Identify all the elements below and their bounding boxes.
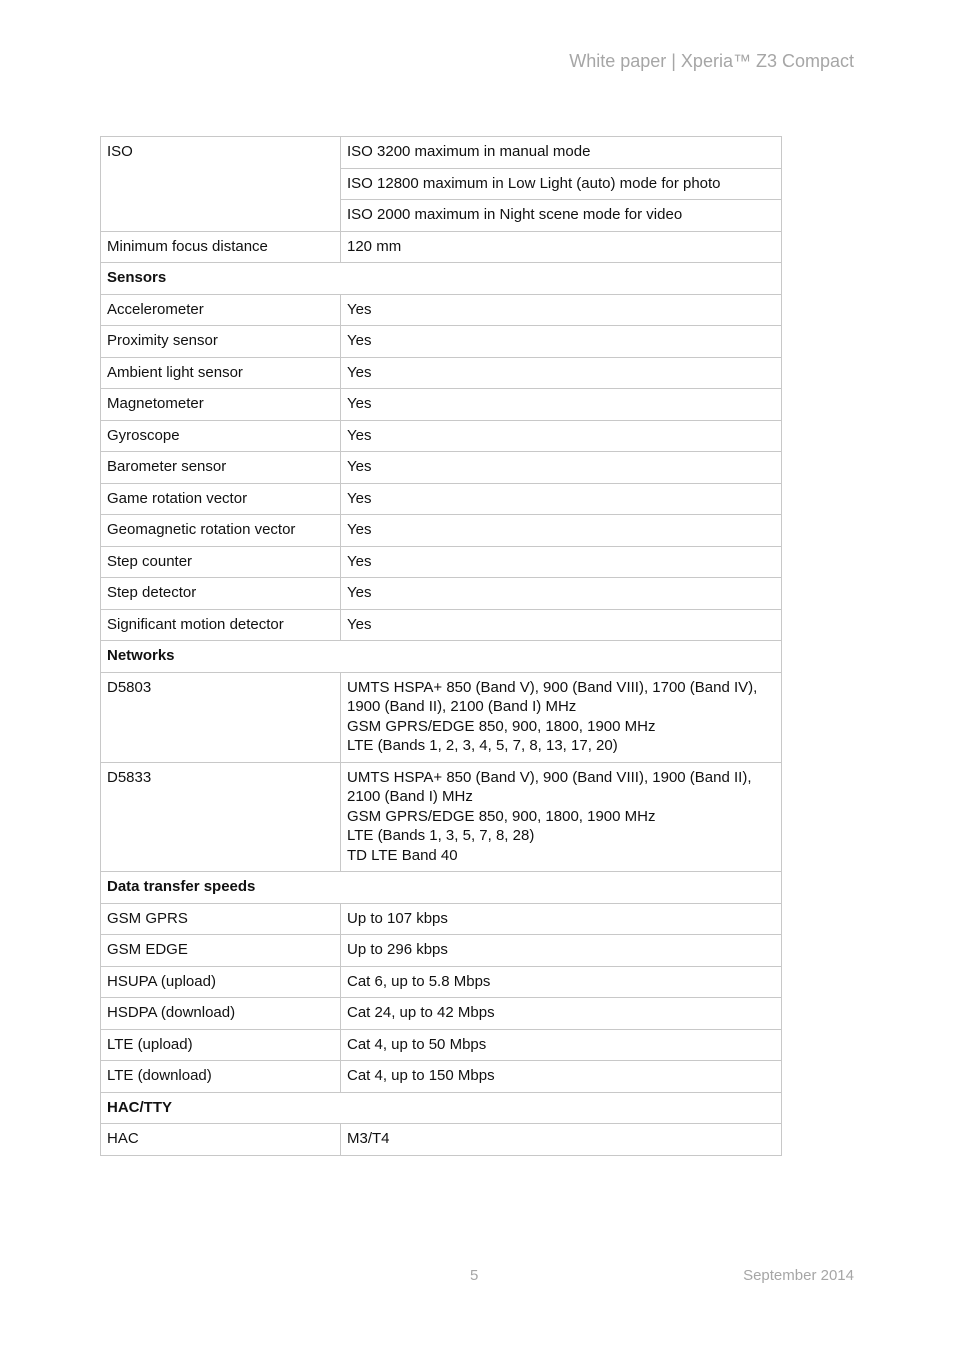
table-row bbox=[101, 935, 782, 967]
row-label: LTE (upload) bbox=[101, 1029, 341, 1061]
table-row bbox=[101, 966, 782, 998]
row-label: GSM GPRS bbox=[101, 903, 341, 935]
row-value: M3/T4 bbox=[341, 1124, 782, 1156]
row-value-line: LTE (Bands 1, 2, 3, 4, 5, 7, 8, 13, 17, 20) bbox=[347, 737, 618, 754]
table-row bbox=[101, 389, 782, 421]
row-value: Up to 296 kbps bbox=[341, 935, 782, 967]
networks-rows bbox=[101, 672, 782, 872]
section-title: HAC/TTY bbox=[101, 1092, 782, 1124]
row-label: Significant motion detector bbox=[101, 609, 341, 641]
row-value: Yes bbox=[341, 452, 782, 484]
table-row bbox=[101, 546, 782, 578]
row-label: LTE (download) bbox=[101, 1061, 341, 1093]
hac-tty-rows bbox=[101, 1124, 782, 1156]
table-row bbox=[101, 998, 782, 1030]
data-transfer-section bbox=[101, 872, 782, 904]
row-value: Cat 4, up to 50 Mbps bbox=[341, 1029, 782, 1061]
row-label: Ambient light sensor bbox=[101, 357, 341, 389]
row-value: 120 mm bbox=[341, 231, 782, 263]
row-label: Accelerometer bbox=[101, 294, 341, 326]
row-label: Minimum focus distance bbox=[101, 231, 341, 263]
row-value bbox=[341, 672, 782, 762]
networks-section bbox=[101, 641, 782, 673]
row-value-line: GSM GPRS/EDGE 850, 900, 1800, 1900 MHz bbox=[347, 807, 656, 825]
row-label: Gyroscope bbox=[101, 420, 341, 452]
section-title: Sensors bbox=[101, 263, 782, 295]
section-title: Networks bbox=[101, 641, 782, 673]
section-header-row bbox=[101, 641, 782, 673]
row-value: Yes bbox=[341, 326, 782, 358]
row-label: D5803 bbox=[101, 672, 341, 762]
row-value: Yes bbox=[341, 389, 782, 421]
page-number: 5 bbox=[470, 1267, 479, 1284]
footer-date: September 2014 bbox=[743, 1267, 854, 1284]
row-label: Game rotation vector bbox=[101, 483, 341, 515]
row-value-line: LTE (Bands 1, 3, 5, 7, 8, 28) bbox=[347, 827, 535, 844]
row-value: Up to 107 kbps bbox=[341, 903, 782, 935]
row-label: Step detector bbox=[101, 578, 341, 610]
row-value bbox=[341, 762, 782, 872]
section-header-row bbox=[101, 872, 782, 904]
section-title: Data transfer speeds bbox=[101, 872, 782, 904]
table-row bbox=[101, 609, 782, 641]
table-row bbox=[101, 294, 782, 326]
row-label: GSM EDGE bbox=[101, 935, 341, 967]
row-label: Step counter bbox=[101, 546, 341, 578]
row-value-line: UMTS HSPA+ 850 (Band V), 900 (Band VIII), 1900 (Band II), bbox=[347, 768, 752, 786]
row-value: Cat 24, up to 42 Mbps bbox=[341, 998, 782, 1030]
row-value-line: GSM GPRS/EDGE 850, 900, 1800, 1900 MHz bbox=[347, 717, 656, 735]
row-value: Yes bbox=[341, 609, 782, 641]
section-header-row bbox=[101, 263, 782, 295]
table-row bbox=[101, 578, 782, 610]
data-transfer-rows bbox=[101, 903, 782, 1092]
table-row bbox=[101, 1029, 782, 1061]
row-value-line: 2100 (Band I) MHz bbox=[347, 788, 473, 805]
sensors-section bbox=[101, 263, 782, 295]
table-row bbox=[101, 326, 782, 358]
row-value: Yes bbox=[341, 578, 782, 610]
row-label: ISO bbox=[101, 137, 341, 232]
row-value: Yes bbox=[341, 515, 782, 547]
document-header-title: White paper | Xperia™ Z3 Compact bbox=[569, 51, 854, 71]
row-value: Yes bbox=[341, 357, 782, 389]
row-label: Magnetometer bbox=[101, 389, 341, 421]
row-value: Yes bbox=[341, 294, 782, 326]
spec-table bbox=[100, 136, 782, 1156]
row-value: Cat 4, up to 150 Mbps bbox=[341, 1061, 782, 1093]
row-value: ISO 2000 maximum in Night scene mode for video bbox=[341, 200, 782, 232]
row-value: Cat 6, up to 5.8 Mbps bbox=[341, 966, 782, 998]
table-row bbox=[101, 231, 782, 263]
row-value-line: TD LTE Band 40 bbox=[347, 846, 458, 864]
row-label: HAC bbox=[101, 1124, 341, 1156]
table-row bbox=[101, 515, 782, 547]
row-label: HSDPA (download) bbox=[101, 998, 341, 1030]
row-label: Proximity sensor bbox=[101, 326, 341, 358]
row-label: D5833 bbox=[101, 762, 341, 872]
row-value: Yes bbox=[341, 546, 782, 578]
sensors-rows bbox=[101, 294, 782, 641]
row-label: Barometer sensor bbox=[101, 452, 341, 484]
row-value: Yes bbox=[341, 483, 782, 515]
row-value: ISO 12800 maximum in Low Light (auto) mode for photo bbox=[341, 168, 782, 200]
table-row bbox=[101, 137, 782, 169]
row-value-line: UMTS HSPA+ 850 (Band V), 900 (Band VIII), 1700 (Band IV), bbox=[347, 678, 758, 696]
table-row bbox=[101, 420, 782, 452]
table-row bbox=[101, 672, 782, 762]
table-row bbox=[101, 1061, 782, 1093]
table-row bbox=[101, 452, 782, 484]
table-row bbox=[101, 903, 782, 935]
table-row bbox=[101, 762, 782, 872]
table-row bbox=[101, 483, 782, 515]
row-label: Geomagnetic rotation vector bbox=[101, 515, 341, 547]
row-value-line: 1900 (Band II), 2100 (Band I) MHz bbox=[347, 698, 577, 715]
row-label: HSUPA (upload) bbox=[101, 966, 341, 998]
table-row bbox=[101, 357, 782, 389]
section-header-row bbox=[101, 1092, 782, 1124]
row-value: ISO 3200 maximum in manual mode bbox=[341, 137, 782, 169]
hac-tty-section bbox=[101, 1092, 782, 1124]
table-row bbox=[101, 1124, 782, 1156]
row-value: Yes bbox=[341, 420, 782, 452]
